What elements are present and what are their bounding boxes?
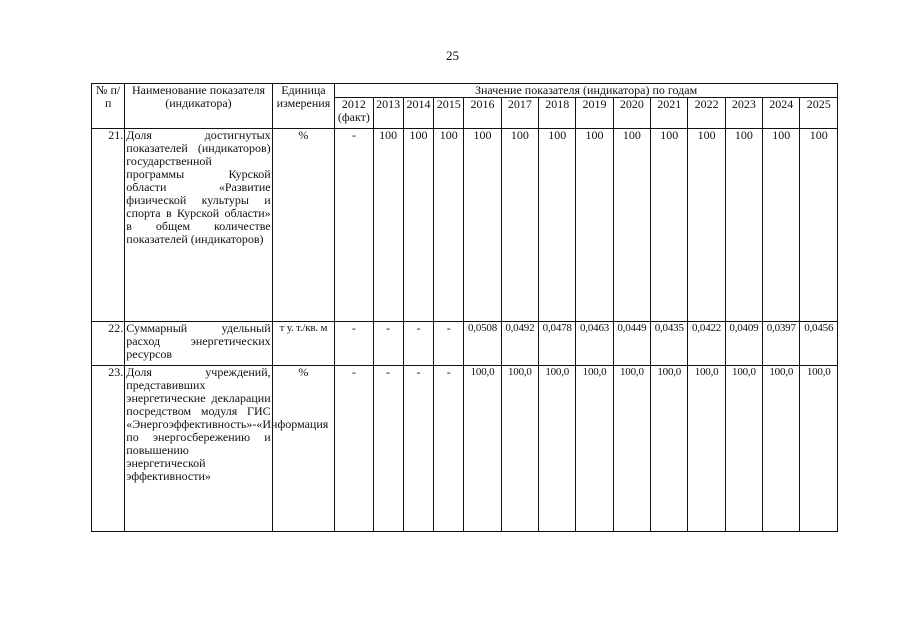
year-header: 2019 (576, 98, 613, 129)
year-header: 2013 (373, 98, 403, 129)
row-value: 0,0397 (763, 322, 800, 366)
year-header: 2020 (613, 98, 650, 129)
header-row (92, 84, 838, 98)
row-value: 100 (576, 129, 613, 322)
row-value: 0,0508 (464, 322, 501, 366)
row-value: - (434, 366, 464, 532)
year-header: 2014 (403, 98, 433, 129)
row-value: - (434, 322, 464, 366)
row-value: 100,0 (763, 366, 800, 532)
row-value: 0,0478 (539, 322, 576, 366)
row-value: 0,0456 (800, 322, 838, 366)
row-value: 0,0422 (688, 322, 725, 366)
row-value: 100,0 (539, 366, 576, 532)
header-unit: Единица измерения (272, 84, 335, 129)
page-number: 25 (446, 48, 459, 63)
row-value: 100,0 (464, 366, 501, 532)
row-value: 0,0409 (725, 322, 762, 366)
indicators-table (91, 83, 838, 532)
row-value: 100,0 (688, 366, 725, 532)
row-value: - (403, 366, 433, 532)
year-header: 2021 (651, 98, 688, 129)
row-value: 100,0 (576, 366, 613, 532)
row-unit: % (272, 129, 335, 322)
row-value: 100,0 (501, 366, 538, 532)
row-name: Суммарный удельный расход энергетических ресурсов (125, 322, 272, 366)
row-value: - (403, 322, 433, 366)
row-value: 100 (688, 129, 725, 322)
row-value: - (335, 129, 373, 322)
row-value: - (373, 322, 403, 366)
row-value: 100 (501, 129, 538, 322)
row-value: - (373, 366, 403, 532)
table-row (92, 322, 838, 366)
row-value: 100 (725, 129, 762, 322)
row-name: Доля достигнутых показателей (индикаторов) государственной программы Курской области «Развитие физической культуры и спорта в Курской области» в общем количестве показателей (индикаторов) (125, 129, 272, 322)
table-row (92, 129, 838, 322)
row-value: 100 (613, 129, 650, 322)
row-num: 21. (92, 129, 125, 322)
row-value: 0,0449 (613, 322, 650, 366)
year-header: 2017 (501, 98, 538, 129)
year-header: 2023 (725, 98, 762, 129)
header-name: Наименование показателя (индикатора) (125, 84, 272, 129)
table-row (92, 366, 838, 532)
year-header: 2024 (763, 98, 800, 129)
row-value: 0,0463 (576, 322, 613, 366)
row-value: 100 (539, 129, 576, 322)
row-value: 100 (373, 129, 403, 322)
row-value: 0,0492 (501, 322, 538, 366)
row-value: 100 (651, 129, 688, 322)
row-value: 100 (763, 129, 800, 322)
row-name: Доля учреждений, представивших энергетические декларации посредством модуля ГИС «Энергоэффективность»-«Информация по энергосбережению и повышению энергетической эффективности» (125, 366, 272, 532)
row-value: - (335, 366, 373, 532)
year-header: 2015 (434, 98, 464, 129)
year-header: 2022 (688, 98, 725, 129)
year-header: 2012 (факт) (335, 98, 373, 129)
header-num: № п/п (92, 84, 125, 129)
row-value: 100,0 (651, 366, 688, 532)
row-num: 23. (92, 366, 125, 532)
year-header: 2016 (464, 98, 501, 129)
row-num: 22. (92, 322, 125, 366)
year-header: 2018 (539, 98, 576, 129)
header-values-group: Значение показателя (индикатора) по годам (335, 84, 838, 98)
row-unit: % (272, 366, 335, 532)
row-value: - (335, 322, 373, 366)
row-value: 100,0 (800, 366, 838, 532)
row-value: 100,0 (613, 366, 650, 532)
row-unit: т у. т./кв. м (272, 322, 335, 366)
row-value: 0,0435 (651, 322, 688, 366)
row-value: 100 (434, 129, 464, 322)
row-value: 100 (464, 129, 501, 322)
year-header: 2025 (800, 98, 838, 129)
row-value: 100 (800, 129, 838, 322)
row-value: 100 (403, 129, 433, 322)
row-value: 100,0 (725, 366, 762, 532)
